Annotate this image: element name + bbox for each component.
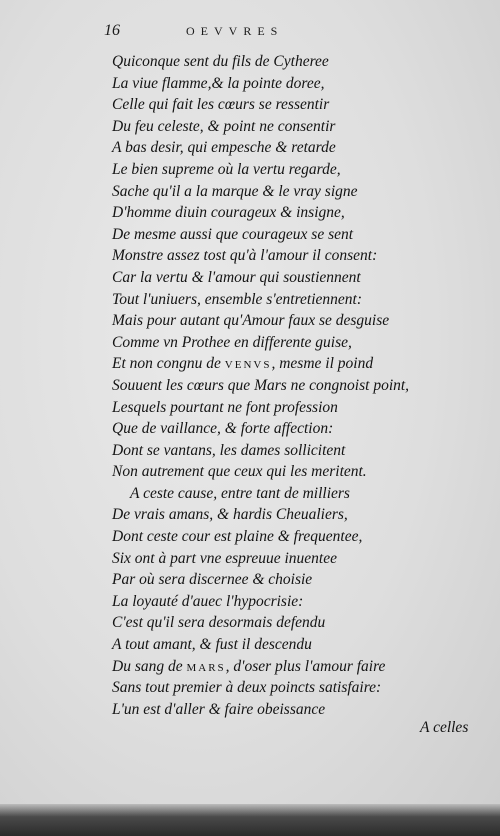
verse-text: Dont se vantans, les dames sollicitent [112,441,346,459]
verse-text: C'est qu'il sera desormais defendu [112,614,326,632]
verse-text: Le bien supreme où la vertu regarde, [112,160,341,178]
verse-text: A tout amant, & fust il descendu [112,636,312,654]
verse-line [112,483,392,505]
verse-text: Tout l'uniuers, ensemble s'entretiennent: [112,290,363,308]
verse-text: Sache qu'il a la marque & le vray signe [112,182,358,200]
verse-line [112,504,392,526]
verse-line [112,332,392,354]
verse-text: Par où sera discernee & choisie [112,571,313,589]
verse-line [112,159,392,181]
verse-line [112,656,392,678]
verse-line [112,397,392,419]
verse-line [112,569,392,591]
verse-line [112,461,392,483]
verse-line [112,116,392,138]
verse-text: De vrais amans, & hardis Cheualiers, [112,506,348,524]
verse-text: Sans tout premier à deux poincts satisfaire: [112,679,382,697]
verse-text: A bas desir, qui empesche & retarde [112,139,336,157]
verse-text: Car la vertu & l'amour qui soustiennent [112,268,361,286]
verse-line [112,224,392,246]
verse-line [112,245,392,267]
verse-text: L'un est d'aller & faire obeissance [112,700,326,718]
verse-text: Non autrement que ceux qui les meritent. [112,463,367,481]
running-title: OEVVRES [186,24,284,38]
verse-line [112,137,392,159]
verse-line [112,353,392,375]
verse-text: A ceste cause, entre tant de milliers [130,484,350,502]
verse-line [112,73,392,95]
verse-text: Monstre assez tost qu'à l'amour il consent: [112,247,378,265]
verse-line [112,289,392,311]
page-number: 16 [104,22,120,39]
page-header [104,22,404,42]
verse-text: Et non congnu de [112,355,225,373]
verse-text: , mesme il poind [271,355,374,373]
poem-text [112,51,410,720]
verse-line [112,591,392,613]
page-bottom-edge [0,804,500,836]
verse-line [112,548,392,570]
verse-line [112,267,392,289]
small-caps-name: MARS [186,661,226,674]
verse-line [112,526,392,548]
small-caps-name: VENVS [224,359,272,372]
verse-line [112,94,392,116]
verse-text: La viue flamme,& la pointe doree, [112,74,325,92]
show-through-text [392,30,500,770]
verse-text: Mais pour autant qu'Amour faux se desguise [112,312,390,330]
verse-line [112,699,392,721]
verse-text: D'homme diuin courageux & insigne, [112,204,345,222]
verse-line [112,612,392,634]
catchword: A celles [420,719,469,736]
verse-text: Comme vn Prothee en differente guise, [112,333,352,351]
verse-line [112,51,392,73]
verse-line [112,634,392,656]
verse-line [112,677,392,699]
verse-text: Quiconque sent du fils de Cytheree [112,53,329,70]
verse-text: Six ont à part vne espreuue inuentee [112,549,337,567]
verse-line [112,202,392,224]
verse-text: De mesme aussi que courageux se sent [112,225,354,243]
verse-line [112,418,392,440]
verse-text: Lesquels pourtant ne font profession [112,398,338,416]
verse-text: Souuent les cœurs que Mars ne congnoist point, [112,376,410,394]
verse-text: Que de vaillance, & forte affection: [112,420,334,438]
verse-text: Celle qui fait les cœurs se ressentir [112,96,330,114]
verse-line [112,181,392,203]
verse-text: Du feu celeste, & point ne consentir [112,117,336,135]
verse-line [112,310,392,332]
verse-text: Dont ceste cour est plaine & frequentee, [112,528,363,546]
verse-text: , d'oser plus l'amour faire [225,657,386,675]
verse-line [112,375,410,397]
verse-line [112,440,392,462]
verse-text: Du sang de [112,657,187,675]
verse-text: La loyauté d'auec l'hypocrisie: [112,592,304,610]
